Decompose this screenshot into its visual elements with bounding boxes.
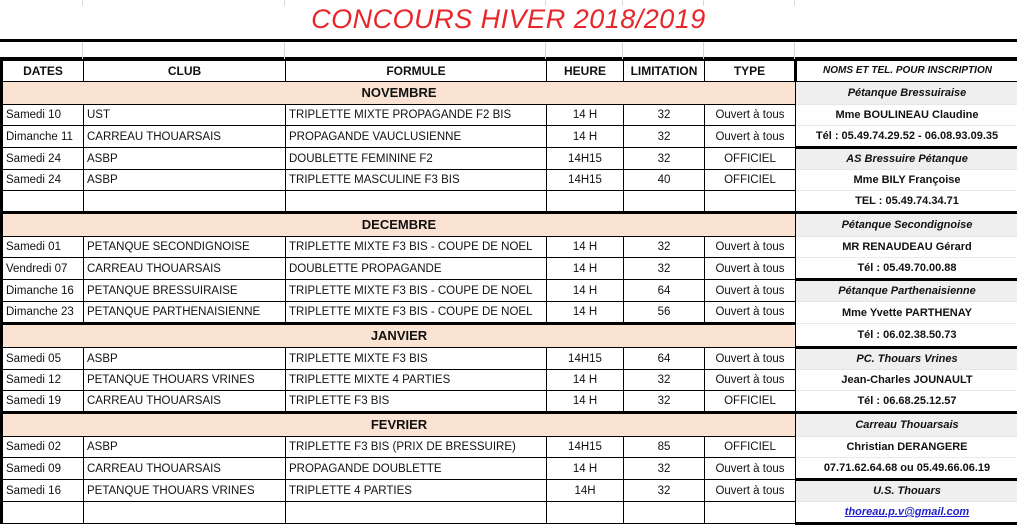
contact-club-5: Carreau Thouarsais [796,413,1017,437]
cell-limitation: 32 [624,391,705,413]
cell-heure: 14 H [547,370,624,391]
cell-club: PETANQUE BRESSUIRAISE [84,280,286,302]
cell-limitation: 32 [624,480,705,502]
cell-limitation: 32 [624,258,705,280]
contact-phone-3: Tél : 06.02.38.50.73 [796,324,1017,348]
contact-person-3: Mme Yvette PARTHENAY [796,302,1017,324]
table-header-row [2,61,1017,82]
table-row[interactable] [2,302,1017,324]
cell-blank [624,191,705,213]
cell-formule: PROPAGANDE DOUBLETTE [286,458,547,480]
cell-blank [705,191,796,213]
month-label: JANVIER [2,324,796,348]
cell-date: Dimanche 23 [2,302,84,324]
cell-limitation: 56 [624,302,705,324]
cell-date: Samedi 01 [2,237,84,258]
table-row[interactable] [2,391,1017,413]
table-row[interactable] [2,458,1017,480]
cell-blank [286,191,547,213]
cell-date: Samedi 19 [2,391,84,413]
col-header-heure: HEURE [547,61,624,82]
cell-limitation: 64 [624,280,705,302]
cell-heure: 14 H [547,302,624,324]
cell-club: CARREAU THOUARSAIS [84,258,286,280]
cell-formule: TRIPLETTE MIXTE F3 BIS - COUPE DE NOEL [286,237,547,258]
month-banner-decembre [2,213,1017,237]
cell-club: PETANQUE THOUARS VRINES [84,480,286,502]
cell-formule: PROPAGANDE VAUCLUSIENNE [286,126,547,148]
cell-date: Samedi 24 [2,170,84,191]
cell-blank [705,502,796,524]
cell-type: Ouvert à tous [705,348,796,370]
contact-club-2: Pétanque Secondignoise [796,213,1017,237]
cell-date: Samedi 02 [2,437,84,458]
cell-type: OFFICIEL [705,170,796,191]
cell-limitation: 32 [624,370,705,391]
cell-club: PETANQUE PARTHENAISIENNE [84,302,286,324]
page-title: CONCOURS HIVER 2018/2019 [0,0,1017,39]
cell-date: Samedi 12 [2,370,84,391]
cell-formule: TRIPLETTE 4 PARTIES [286,480,547,502]
blank-row-final [2,502,1017,524]
contact-club-1: AS Bressuire Pétanque [796,148,1017,170]
cell-limitation: 32 [624,237,705,258]
cell-formule: TRIPLETTE MIXTE F3 BIS [286,348,547,370]
col-header-limitation: LIMITATION [624,61,705,82]
contact-phone-0: Tél : 05.49.74.29.52 - 06.08.93.09.35 [796,126,1017,148]
cell-club: PETANQUE THOUARS VRINES [84,370,286,391]
contact-person-4: Jean-Charles JOUNAULT [796,370,1017,391]
table-row[interactable] [2,148,1017,170]
schedule-grid [0,60,1017,519]
cell-heure: 14H15 [547,348,624,370]
table-row[interactable] [2,258,1017,280]
cell-limitation: 32 [624,148,705,170]
table-row[interactable] [2,370,1017,391]
contact-phone-2: Tél : 05.49.70.00.88 [796,258,1017,280]
cell-club: ASBP [84,148,286,170]
cell-formule: DOUBLETTE PROPAGANDE [286,258,547,280]
cell-blank [2,191,84,213]
table-row[interactable] [2,237,1017,258]
contact-email-link[interactable]: thoreau.p.v@gmail.com [796,502,1017,524]
cell-date: Dimanche 16 [2,280,84,302]
month-banner-janvier [2,324,1017,348]
cell-limitation: 32 [624,126,705,148]
month-label: FEVRIER [2,413,796,437]
cell-club: ASBP [84,348,286,370]
cell-formule: TRIPLETTE MIXTE F3 BIS - COUPE DE NOEL [286,302,547,324]
cell-blank [547,502,624,524]
contact-club-0: Pétanque Bressuiraise [796,82,1017,105]
cell-blank [84,191,286,213]
col-header-dates: DATES [2,61,84,82]
table-row[interactable] [2,126,1017,148]
cell-date: Samedi 05 [2,348,84,370]
cell-heure: 14 H [547,280,624,302]
spacer-row [0,42,1017,60]
cell-formule: TRIPLETTE MIXTE F3 BIS - COUPE DE NOEL [286,280,547,302]
cell-heure: 14 H [547,105,624,126]
cell-blank [84,502,286,524]
cell-heure: 14H15 [547,148,624,170]
cell-date: Samedi 24 [2,148,84,170]
cell-heure: 14H [547,480,624,502]
cell-type: Ouvert à tous [705,105,796,126]
cell-club: ASBP [84,437,286,458]
cell-blank [624,502,705,524]
cell-date: Samedi 10 [2,105,84,126]
table-row[interactable] [2,170,1017,191]
cell-formule: TRIPLETTE F3 BIS [286,391,547,413]
cell-formule: TRIPLETTE MASCULINE F3 BIS [286,170,547,191]
contact-club-4: PC. Thouars Vrines [796,348,1017,370]
table-row[interactable] [2,437,1017,458]
cell-limitation: 32 [624,105,705,126]
contact-phone-4: Tél : 06.68.25.12.57 [796,391,1017,413]
contact-phone-5: 07.71.62.64.68 ou 05.49.66.06.19 [796,458,1017,480]
cell-type: Ouvert à tous [705,480,796,502]
cell-heure: 14 H [547,258,624,280]
cell-blank [2,502,84,524]
month-label: DECEMBRE [2,213,796,237]
table-row[interactable] [2,480,1017,502]
contact-club-6: U.S. Thouars [796,480,1017,502]
cell-heure: 14 H [547,458,624,480]
cell-formule: TRIPLETTE MIXTE 4 PARTIES [286,370,547,391]
contact-club-3: Pétanque Parthenaisienne [796,280,1017,302]
title-band [0,0,1017,42]
cell-heure: 14 H [547,237,624,258]
col-header-type: TYPE [705,61,796,82]
cell-club: ASBP [84,170,286,191]
cell-type: Ouvert à tous [705,258,796,280]
cell-club: CARREAU THOUARSAIS [84,458,286,480]
cell-type: Ouvert à tous [705,458,796,480]
table-row[interactable] [2,280,1017,302]
contact-person-2: MR RENAUDEAU Gérard [796,237,1017,258]
contact-person-1: Mme BILY Françoise [796,170,1017,191]
cell-blank [547,191,624,213]
schedule-table [0,60,1017,525]
cell-date: Dimanche 11 [2,126,84,148]
cell-blank [286,502,547,524]
cell-club: CARREAU THOUARSAIS [84,391,286,413]
cell-date: Samedi 09 [2,458,84,480]
col-header-formule: FORMULE [286,61,547,82]
col-header-club: CLUB [84,61,286,82]
cell-type: OFFICIEL [705,437,796,458]
cell-type: OFFICIEL [705,148,796,170]
cell-club: UST [84,105,286,126]
cell-formule: DOUBLETTE FEMININE F2 [286,148,547,170]
cell-heure: 14H15 [547,170,624,191]
cell-limitation: 40 [624,170,705,191]
table-row[interactable] [2,348,1017,370]
cell-heure: 14 H [547,126,624,148]
cell-limitation: 85 [624,437,705,458]
cell-formule: TRIPLETTE MIXTE PROPAGANDE F2 BIS [286,105,547,126]
col-header-contacts: NOMS ET TEL. POUR INSCRIPTION [796,61,1017,82]
month-banner-novembre [2,82,1017,105]
contact-person-0: Mme BOULINEAU Claudine [796,105,1017,126]
contact-phone-1: TEL : 05.49.74.34.71 [796,191,1017,213]
contact-person-5: Christian DERANGERE [796,437,1017,458]
cell-club: CARREAU THOUARSAIS [84,126,286,148]
cell-type: Ouvert à tous [705,302,796,324]
cell-type: Ouvert à tous [705,126,796,148]
cell-formule: TRIPLETTE F3 BIS (PRIX DE BRESSUIRE) [286,437,547,458]
table-row[interactable] [2,105,1017,126]
cell-type: Ouvert à tous [705,237,796,258]
cell-limitation: 32 [624,458,705,480]
cell-club: PETANQUE SECONDIGNOISE [84,237,286,258]
cell-date: Samedi 16 [2,480,84,502]
cell-type: Ouvert à tous [705,370,796,391]
cell-heure: 14 H [547,391,624,413]
blank-row [2,191,1017,213]
cell-limitation: 64 [624,348,705,370]
cell-type: OFFICIEL [705,391,796,413]
cell-date: Vendredi 07 [2,258,84,280]
month-banner-fevrier [2,413,1017,437]
month-label: NOVEMBRE [2,82,796,105]
cell-heure: 14H15 [547,437,624,458]
cell-type: Ouvert à tous [705,280,796,302]
